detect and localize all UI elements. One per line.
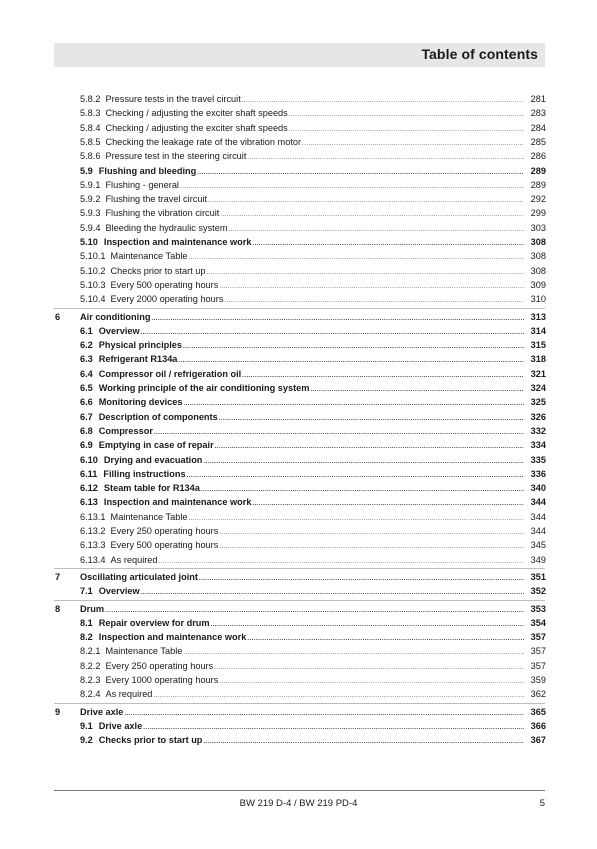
toc-row[interactable] [0, 571, 597, 583]
section-number: 5.9.1 [80, 179, 101, 190]
leader-dots [201, 482, 524, 496]
chapter-number: 8 [55, 603, 61, 614]
toc-entry-title [80, 720, 142, 732]
toc-entry-title [80, 468, 186, 480]
chapter-number: 7 [55, 571, 61, 582]
chapter-number: 9 [55, 706, 61, 717]
page-number: 308 [530, 237, 546, 247]
section-title: Drive axle [98, 720, 143, 731]
section-title: Flushing and bleeding [98, 165, 197, 176]
page-number: 367 [530, 735, 546, 746]
page-number: 310 [530, 294, 546, 305]
section-number: 6.5 [80, 383, 93, 393]
section-number: 6.8 [80, 425, 93, 436]
toc-row[interactable] [0, 585, 597, 597]
leader-dots [203, 734, 524, 748]
leader-dots [219, 411, 524, 425]
section-title: Every 250 operating hours [110, 526, 219, 536]
toc-row[interactable] [0, 165, 597, 177]
page-number: 336 [530, 468, 546, 479]
toc-entry-title [80, 585, 140, 597]
section-number: 6.13.2 [80, 526, 106, 536]
page-number: 357 [530, 660, 546, 671]
page-number: 326 [530, 411, 546, 422]
leader-dots [154, 425, 524, 439]
toc-entry-title [80, 279, 218, 291]
section-title: Oscillating articulated joint [80, 571, 198, 582]
section-number: 5.8.4 [80, 122, 101, 133]
page-number: 281 [530, 94, 546, 104]
section-number: 5.8.3 [80, 108, 101, 119]
toc-row[interactable] [0, 136, 597, 148]
toc-entry-title [80, 236, 251, 248]
toc-row[interactable] [0, 603, 597, 615]
leader-dots [141, 585, 524, 599]
section-number: 5.10.1 [80, 251, 106, 262]
page-number: 318 [530, 354, 546, 365]
section-title: Refrigerant R134a [98, 354, 178, 365]
section-title: Overview [98, 586, 140, 597]
section-number: 8.2.4 [80, 689, 101, 700]
toc-row[interactable] [0, 496, 597, 508]
section-title: Compressor [98, 425, 153, 436]
section-title: Monitoring devices [98, 397, 183, 408]
section-number: 8.2 [80, 632, 93, 643]
leader-dots [247, 631, 524, 645]
toc-row[interactable] [0, 660, 597, 672]
section-title: Drive axle [80, 706, 124, 717]
leader-dots [208, 193, 524, 207]
page-number: 286 [530, 151, 546, 162]
leader-dots [178, 353, 524, 367]
toc-entry-title [80, 396, 183, 408]
page-number: 314 [530, 325, 546, 336]
toc-row[interactable] [0, 617, 597, 629]
toc-entry-title [80, 136, 301, 148]
section-title: Checking the leakage rate of the vibration motor [105, 136, 302, 147]
leader-dots [252, 496, 524, 510]
toc-row[interactable] [0, 688, 597, 700]
chapter-separator [54, 308, 545, 309]
chapter-separator [54, 703, 545, 704]
page-number: 289 [530, 179, 546, 190]
section-number: 5.9.2 [80, 194, 101, 205]
toc-row[interactable] [0, 179, 597, 191]
toc-row[interactable] [0, 279, 597, 291]
toc-entry-title [80, 353, 177, 365]
section-number: 6.13 [80, 497, 98, 508]
toc-row[interactable] [0, 674, 597, 686]
toc-row[interactable] [0, 468, 597, 480]
leader-dots [219, 525, 524, 539]
leader-dots [184, 396, 524, 410]
leader-dots [203, 454, 524, 468]
toc-entry-title [80, 660, 213, 672]
section-number: 8.2.1 [80, 646, 101, 657]
toc-row[interactable] [0, 236, 597, 248]
toc-entry-title [80, 382, 309, 394]
toc-entry-title [80, 525, 218, 537]
section-title: Working principle of the air conditioning system [98, 383, 310, 393]
leader-dots [215, 439, 524, 453]
toc-entry-title [80, 222, 228, 234]
toc-row[interactable] [0, 734, 597, 746]
toc-row[interactable] [0, 396, 597, 408]
toc-row[interactable] [0, 720, 597, 732]
section-title: Compressor oil / refrigeration oil [98, 368, 242, 379]
toc-row[interactable] [0, 107, 597, 119]
page-number: 335 [530, 454, 546, 465]
page-number: 283 [530, 108, 546, 119]
toc-entry-title [80, 688, 152, 700]
section-number: 9.2 [80, 735, 93, 746]
section-number: 5.9 [80, 165, 93, 176]
toc-entry-title [80, 122, 288, 134]
section-number: 6.6 [80, 397, 93, 408]
page-number: 292 [530, 194, 546, 205]
page-number: 345 [530, 540, 546, 551]
toc-row[interactable] [0, 339, 597, 351]
toc-entry-title [80, 482, 200, 494]
toc-entry-title [80, 179, 179, 191]
page-number: 324 [530, 383, 546, 393]
page-number: 303 [530, 222, 546, 233]
footer-divider [54, 790, 545, 791]
section-title: Maintenance Table [105, 646, 183, 657]
leader-dots [289, 122, 524, 136]
section-title: Checks prior to start up [110, 265, 206, 276]
leader-dots [289, 107, 524, 121]
leader-dots [189, 511, 524, 525]
leader-dots [207, 265, 524, 279]
section-title: Checking / adjusting the exciter shaft speeds [105, 108, 288, 119]
page-number: 299 [530, 208, 546, 219]
section-title: Physical principles [98, 340, 183, 351]
section-number: 5.10 [80, 237, 98, 247]
section-number: 5.8.5 [80, 136, 101, 147]
leader-dots [242, 93, 524, 107]
leader-dots [252, 236, 524, 250]
page-number: 354 [530, 617, 546, 628]
section-number: 6.4 [80, 368, 93, 379]
section-title: Every 250 operating hours [105, 660, 214, 671]
section-title: Every 2000 operating hours [110, 294, 224, 305]
toc-entry-title [80, 311, 150, 323]
section-title: Every 500 operating hours [110, 279, 219, 290]
toc-row[interactable] [0, 439, 597, 451]
section-number: 6.7 [80, 411, 93, 422]
section-number: 5.9.3 [80, 208, 101, 219]
section-title: Flushing the vibration circuit [105, 208, 220, 219]
section-number: 6.2 [80, 340, 93, 351]
toc-row[interactable] [0, 482, 597, 494]
section-title: Every 1000 operating hours [105, 675, 219, 685]
toc-row[interactable] [0, 265, 597, 277]
leader-dots [187, 468, 524, 482]
leader-dots [229, 222, 525, 236]
toc-entry-title [80, 706, 123, 718]
page-number: 344 [530, 497, 546, 508]
page-number: 334 [530, 440, 546, 451]
toc-row[interactable] [0, 631, 597, 643]
leader-dots [211, 617, 524, 631]
toc-row[interactable] [0, 353, 597, 365]
section-number: 6.9 [80, 440, 93, 451]
section-title: Filling instructions [103, 468, 186, 479]
page-number: 308 [530, 265, 546, 276]
section-number: 5.8.6 [80, 151, 101, 162]
section-title: Inspection and maintenance work [103, 237, 252, 247]
page-number: 359 [530, 675, 546, 685]
leader-dots [242, 368, 524, 382]
page-number: 357 [530, 646, 546, 657]
toc-row[interactable] [0, 193, 597, 205]
toc-row[interactable] [0, 207, 597, 219]
section-number: 6.11 [80, 468, 98, 479]
leader-dots [219, 539, 524, 553]
section-title: Drum [80, 603, 104, 614]
section-number: 5.10.4 [80, 294, 106, 305]
section-number: 8.2.3 [80, 675, 101, 685]
footer-page-number: 5 [539, 798, 545, 809]
toc-entry-title [80, 511, 188, 523]
toc-row[interactable] [0, 311, 597, 323]
section-number: 8.1 [80, 617, 93, 628]
toc-row[interactable] [0, 411, 597, 423]
page-number: 353 [530, 603, 546, 614]
leader-dots [224, 293, 524, 307]
leader-dots [302, 136, 524, 150]
leader-dots [219, 674, 524, 688]
toc-row[interactable] [0, 425, 597, 437]
leader-dots [199, 571, 524, 585]
toc-entry-title [80, 539, 218, 551]
toc-entry-title [80, 454, 202, 466]
section-number: 5.10.3 [80, 279, 106, 290]
page-number: 362 [530, 689, 546, 700]
page-number: 315 [530, 340, 546, 351]
section-number: 8.2.2 [80, 660, 101, 671]
leader-dots [189, 250, 524, 264]
leader-dots [219, 279, 524, 293]
toc-entry-title [80, 368, 241, 380]
toc-row[interactable] [0, 93, 597, 105]
section-number: 9.1 [80, 720, 93, 731]
toc-row[interactable] [0, 706, 597, 718]
toc-row[interactable] [0, 293, 597, 305]
toc-row[interactable] [0, 382, 597, 394]
section-title: As required [110, 554, 158, 565]
page-number: 365 [530, 706, 546, 717]
toc-entry-title [80, 339, 182, 351]
leader-dots [180, 179, 524, 193]
section-number: 6.10 [80, 454, 98, 465]
toc-row[interactable] [0, 222, 597, 234]
section-title: Every 500 operating hours [110, 540, 219, 551]
leader-dots [214, 660, 524, 674]
toc-entry-title [80, 107, 288, 119]
toc-entry-title [80, 265, 206, 277]
toc-entry-title [80, 734, 202, 746]
toc-entry-title [80, 554, 158, 566]
header-bar [54, 43, 545, 67]
section-title: Air conditioning [80, 311, 151, 322]
section-number: 6.1 [80, 325, 93, 336]
toc-entry-title [80, 93, 241, 105]
page-number: 289 [530, 165, 546, 176]
toc-entry-title [80, 425, 153, 437]
toc-entry-title [80, 411, 218, 423]
leader-dots [310, 382, 524, 396]
section-title: Repair overview for drum [98, 617, 210, 628]
page-number: 340 [530, 483, 546, 494]
leader-dots [141, 325, 524, 339]
page-number: 313 [530, 311, 546, 322]
section-number: 6.13.3 [80, 540, 106, 551]
chapter-separator [54, 568, 545, 569]
toc-entry-title [80, 439, 214, 451]
section-title: Pressure test in the steering circuit [105, 151, 247, 162]
section-title: Flushing - general [105, 179, 179, 190]
leader-dots [151, 311, 524, 325]
section-number: 5.10.2 [80, 265, 106, 276]
toc-row[interactable] [0, 539, 597, 551]
leader-dots [159, 554, 524, 568]
section-title: Overview [98, 325, 140, 336]
leader-dots [197, 165, 524, 179]
page-number: 284 [530, 122, 546, 133]
section-number: 6.3 [80, 354, 93, 365]
section-title: Bleeding the hydraulic system [105, 222, 228, 233]
toc-entry-title [80, 150, 246, 162]
leader-dots [143, 720, 524, 734]
toc-row[interactable] [0, 368, 597, 380]
page-number: 357 [530, 632, 546, 643]
toc-row[interactable] [0, 525, 597, 537]
toc-entry-title [80, 293, 223, 305]
page-number: 352 [530, 586, 546, 597]
page-number: 285 [530, 136, 546, 147]
section-number: 5.8.2 [80, 94, 101, 104]
page-number: 309 [530, 279, 546, 290]
toc-row[interactable] [0, 325, 597, 337]
footer-model: BW 219 D-4 / BW 219 PD-4 [239, 798, 358, 809]
page-number: 366 [530, 720, 546, 731]
section-title: Checking / adjusting the exciter shaft speeds [105, 122, 288, 133]
section-number: 6.13.1 [80, 511, 106, 522]
leader-dots [183, 339, 524, 353]
toc-entry-title [80, 165, 196, 177]
leader-dots [247, 150, 524, 164]
toc-row[interactable] [0, 645, 597, 657]
toc-row[interactable] [0, 454, 597, 466]
leader-dots [105, 603, 524, 617]
toc-row[interactable] [0, 554, 597, 566]
leader-dots [183, 645, 524, 659]
page-number: 325 [530, 397, 546, 408]
page-title: Table of contents [421, 46, 538, 62]
leader-dots [124, 706, 524, 720]
section-title: Emptying in case of repair [98, 440, 214, 451]
section-title: As required [105, 689, 153, 700]
page-number: 308 [530, 251, 546, 262]
section-title: Checks prior to start up [98, 735, 203, 746]
toc-entry-title [80, 603, 104, 615]
page-number: 344 [530, 526, 546, 536]
section-title: Inspection and maintenance work [103, 497, 252, 508]
toc-entry-title [80, 193, 207, 205]
toc-row[interactable] [0, 250, 597, 262]
toc-entry-title [80, 674, 218, 686]
section-title: Maintenance Table [110, 511, 188, 522]
section-title: Maintenance Table [110, 251, 188, 262]
section-title: Steam table for R134a [103, 483, 200, 494]
toc-row[interactable] [0, 511, 597, 523]
page-number: 332 [530, 425, 546, 436]
page-number: 349 [530, 554, 546, 565]
toc-row[interactable] [0, 150, 597, 162]
page-number: 321 [530, 368, 546, 379]
section-title: Description of components [98, 411, 218, 422]
toc-entry-title [80, 617, 210, 629]
section-number: 7.1 [80, 586, 93, 597]
leader-dots [220, 207, 524, 221]
toc-entry-title [80, 631, 246, 643]
page-number: 344 [530, 511, 546, 522]
page-number: 351 [530, 571, 546, 582]
toc-entry-title [80, 496, 251, 508]
section-number: 6.12 [80, 483, 98, 494]
toc-entry-title [80, 325, 140, 337]
toc-entry-title [80, 571, 198, 583]
section-title: Inspection and maintenance work [98, 632, 247, 643]
toc-entry-title [80, 645, 182, 657]
section-title: Drying and evacuation [103, 454, 203, 465]
section-title: Pressure tests in the travel circuit [105, 94, 241, 104]
section-title: Flushing the travel circuit [105, 194, 208, 205]
toc-row[interactable] [0, 122, 597, 134]
toc-entry-title [80, 207, 219, 219]
chapter-number: 6 [55, 311, 61, 322]
chapter-separator [54, 600, 545, 601]
section-number: 5.9.4 [80, 222, 101, 233]
toc-entry-title [80, 250, 188, 262]
section-number: 6.13.4 [80, 554, 106, 565]
leader-dots [153, 688, 524, 702]
